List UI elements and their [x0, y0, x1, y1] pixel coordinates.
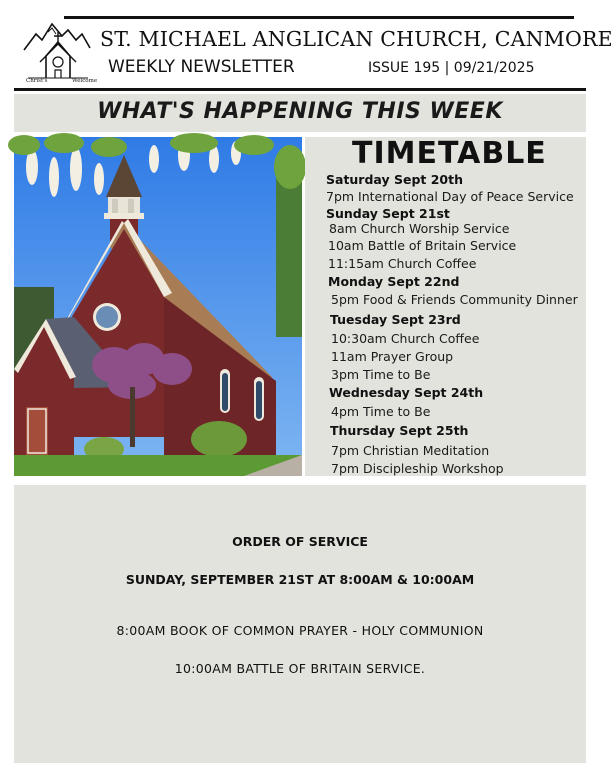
timetable-event: 11:15am Church Coffee — [328, 256, 477, 271]
timetable-day: Monday Sept 22nd — [328, 274, 460, 289]
timetable-event: 7pm Christian Meditation — [331, 443, 490, 458]
order-of-service-date: SUNDAY, SEPTEMBER 21ST AT 8:00AM & 10:00AM — [125, 572, 475, 587]
church-photo — [14, 137, 302, 476]
timetable-event: 4pm Time to Be — [331, 404, 431, 419]
timetable-day: Sunday Sept 21st — [326, 206, 450, 221]
service-line: 10:00AM BATTLE OF BRITAIN SERVICE. — [174, 661, 426, 676]
timetable-event: 10:30am Church Coffee — [331, 331, 480, 346]
timetable-event: 10am Battle of Britain Service — [328, 238, 517, 253]
timetable-day: Saturday Sept 20th — [326, 172, 463, 187]
timetable-event: 8am Church Worship Service — [329, 221, 510, 236]
order-of-service-title: ORDER OF SERVICE — [232, 534, 368, 549]
timetable-day: Thursday Sept 25th — [330, 423, 469, 438]
timetable-event: 11am Prayer Group — [331, 349, 454, 364]
timetable-day: Tuesday Sept 23rd — [330, 312, 461, 327]
order-of-service-panel — [14, 485, 586, 763]
logo-text-right: Welcome — [72, 78, 98, 84]
timetable-event: 5pm Food & Friends Community Dinner — [331, 292, 578, 307]
church-logo — [22, 20, 98, 84]
issue-number: ISSUE 195 | 09/21/2025 — [368, 60, 535, 76]
timetable-event: 7pm International Day of Peace Service — [326, 189, 574, 204]
timetable-day: Wednesday Sept 24th — [329, 385, 484, 400]
header-bottom-rule — [14, 88, 586, 91]
service-line: 8:00AM BOOK OF COMMON PRAYER - HOLY COMMUNION — [116, 623, 484, 638]
timetable-event: 7pm Discipleship Workshop — [331, 461, 504, 476]
church-name: ST. MICHAEL ANGLICAN CHURCH, CANMORE — [100, 27, 613, 51]
logo-text-left: Christ's — [26, 78, 48, 84]
header-top-rule — [64, 16, 574, 19]
newsletter-label: WEEKLY NEWSLETTER — [108, 57, 295, 77]
timetable-event: 3pm Time to Be — [331, 367, 431, 382]
banner-title: WHAT'S HAPPENING THIS WEEK — [97, 99, 503, 124]
section-banner — [14, 94, 586, 132]
timetable-title: TIMETABLE — [352, 136, 547, 171]
